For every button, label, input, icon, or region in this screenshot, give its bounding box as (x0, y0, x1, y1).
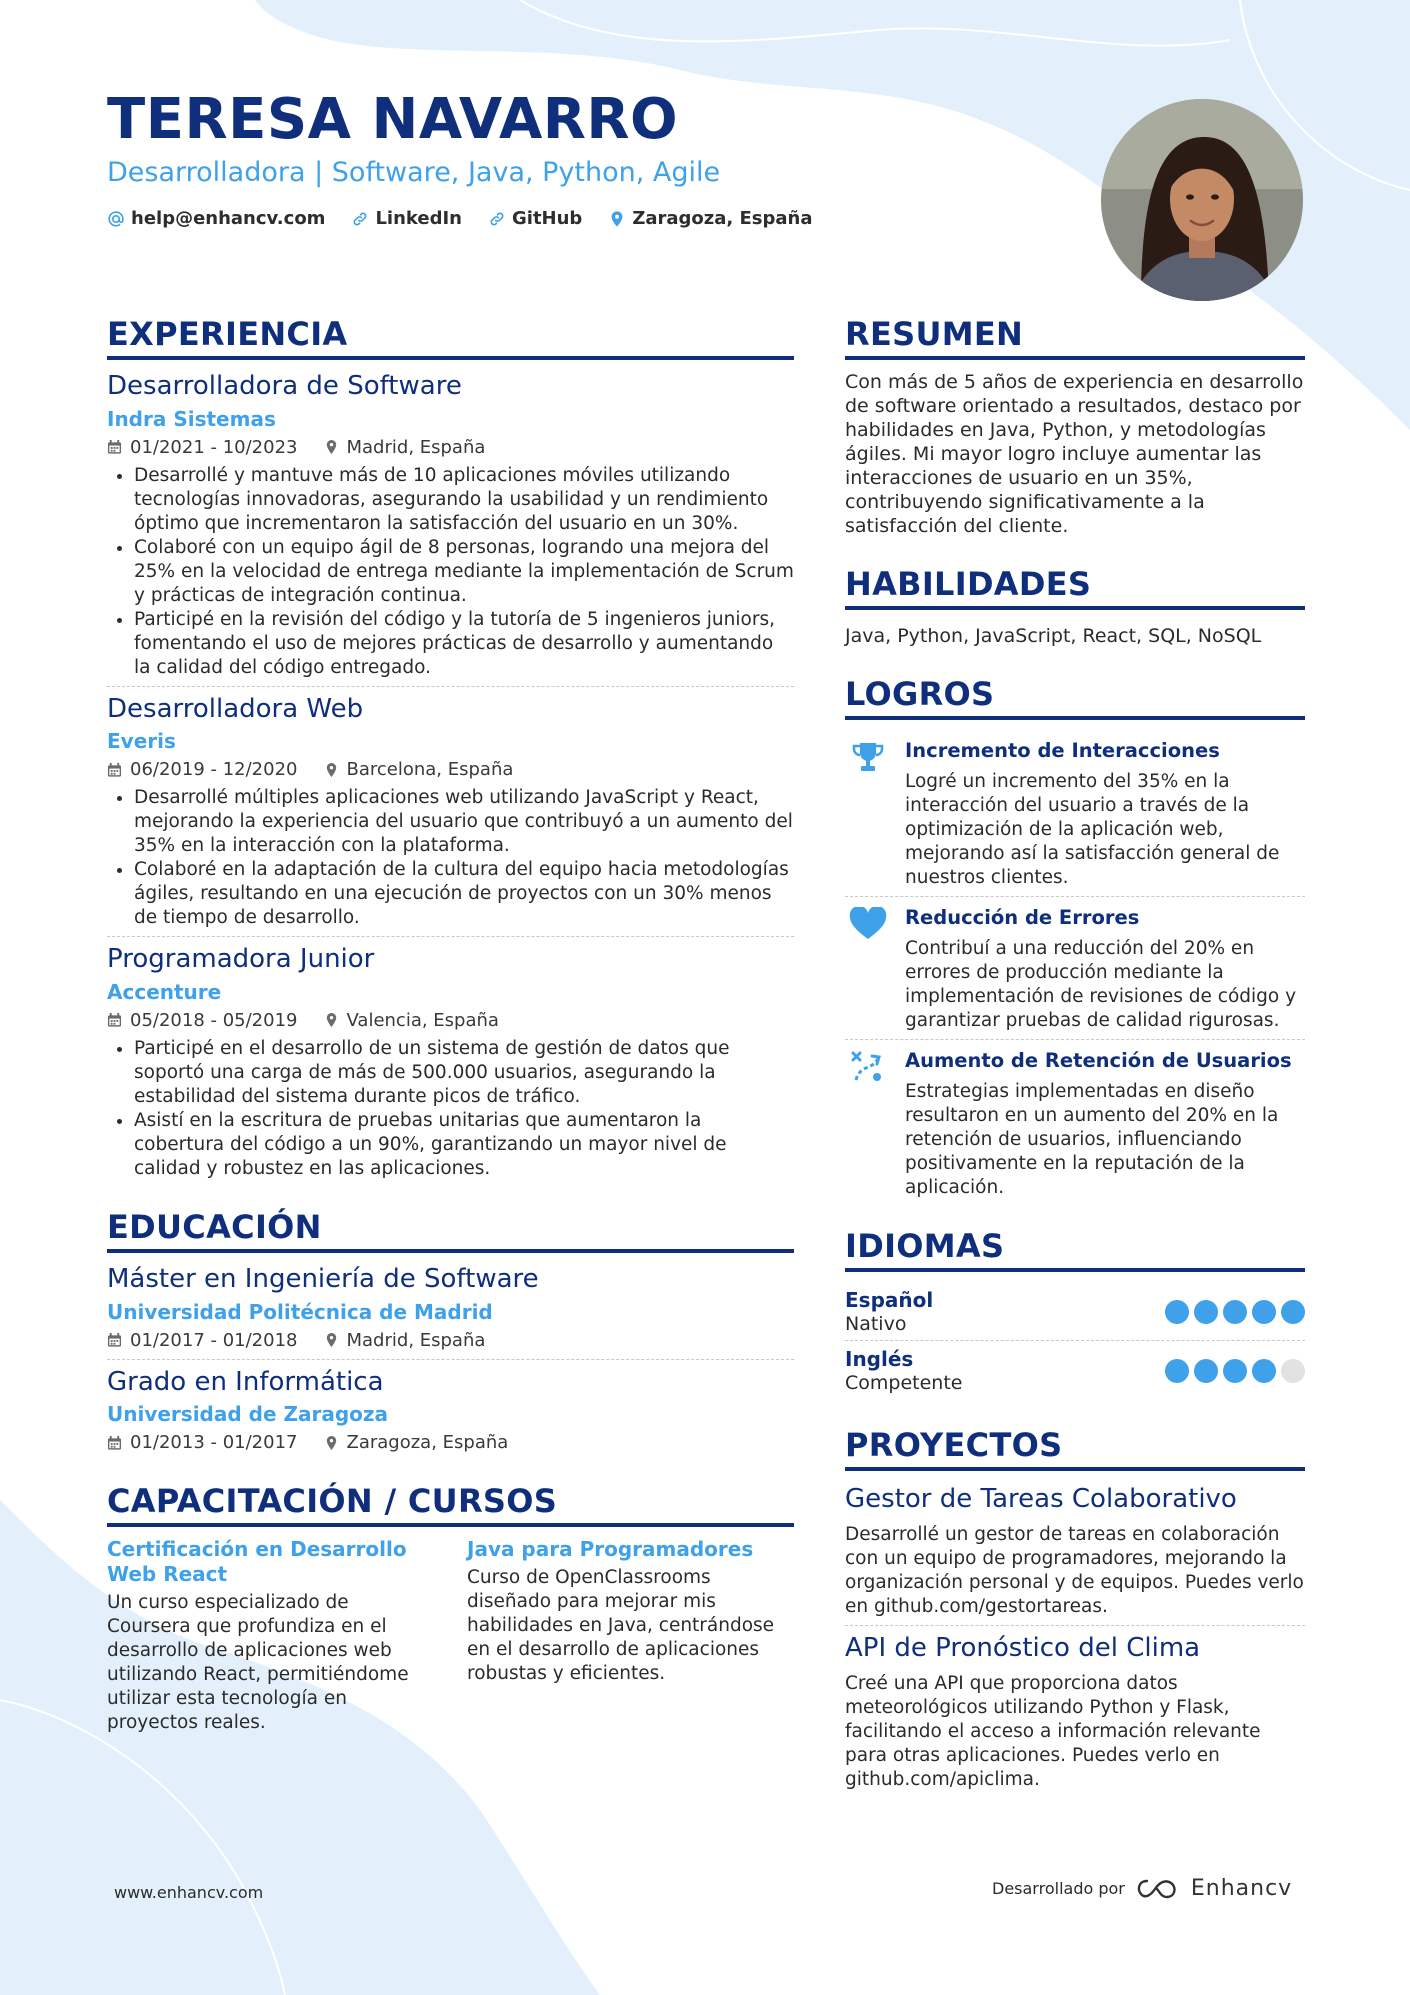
education-dates: 01/2017 - 01/2018 (130, 1329, 298, 1351)
job-company: Indra Sistemas (107, 406, 276, 431)
job-role: Desarrolladora de Software (107, 371, 462, 401)
job-bullet: • Asistí en la escritura de pruebas unitarias que aumentaron la cobertura del código a un 90%, garantizando un mayor nivel de calidad y robustez en las aplicaciones. (134, 1109, 794, 1181)
job-bullet: • Colaboré en la adaptación de la cultura del equipo hacia metodologías ágiles, resultando en una ejecución de proyectos con un 30% menos de tiempo de desarrollo. (134, 858, 794, 930)
language-item (845, 1340, 1305, 1399)
location-pin-icon (324, 1332, 339, 1348)
project-description: Desarrollé un gestor de tareas en colaboración con un equipo de programadores, mejorando la organización personal y de equipos. Puedes verlo en github.com/gestortareas. (845, 1524, 1304, 1617)
rating-dot (1281, 1300, 1305, 1324)
candidate-subtitle: Desarrolladora | Software, Java, Python, Agile (107, 157, 721, 188)
achievements-title: LOGROS (845, 678, 1305, 720)
summary-text: Con más de 5 años de experiencia en desarrollo de software orientado a resultados, destaco por habilidades en Java, Python, y metodologías ágiles. Mi mayor logro incluye aumentar las interacciones de usuario en un 35%, contribuyendo significativamente a la satisfacción del cliente. (845, 371, 1304, 537)
job-dates: 06/2019 - 12/2020 (130, 759, 298, 781)
contact-location-label: Zaragoza, España (632, 208, 813, 229)
rating-dot (1194, 1300, 1218, 1324)
language-item (845, 1282, 1305, 1340)
achievement-title: Aumento de Retención de Usuarios (905, 1049, 1292, 1072)
achievement-title: Reducción de Errores (905, 906, 1140, 929)
education-dates: 01/2013 - 01/2017 (130, 1432, 298, 1454)
footer-website[interactable]: www.enhancv.com (114, 1883, 264, 1902)
achievement-description: Contribuí a una reducción del 20% en errores de producción mediante la implementación de revisiones de código y garantizar pruebas de calidad rigurosas. (905, 938, 1297, 1031)
job-bullet: • Participé en el desarrollo de un sistema de gestión de datos que soportó una carga de más de 500.000 usuarios, asegurando la estabilidad del sistema durante picos de tráfico. (134, 1037, 794, 1109)
language-name: Inglés (845, 1347, 914, 1371)
achievement-description: Logré un incremento del 35% en la interacción del usuario a través de la optimización de la aplicación web, mejorando así la satisfacción general de nuestros clientes. (905, 771, 1280, 888)
job-meta (107, 435, 794, 460)
calendar-icon (107, 762, 122, 778)
contact-email-label: help@enhancv.com (131, 208, 326, 229)
summary-section (845, 315, 1305, 538)
profile-photo (1101, 99, 1303, 301)
summary-title: RESUMEN (845, 318, 1305, 360)
languages-section (845, 1227, 1305, 1399)
link-icon (351, 210, 369, 228)
contact-linkedin-label: LinkedIn (375, 208, 462, 229)
achievement-item (845, 730, 1305, 896)
skills-text: Java, Python, JavaScript, React, SQL, NoSQL (845, 625, 1262, 647)
achievement-item (845, 896, 1305, 1039)
education-meta (107, 1430, 794, 1455)
achievements-section (845, 675, 1305, 1206)
experience-entry (107, 936, 794, 1187)
education-section (107, 1208, 794, 1461)
projects-section (845, 1426, 1305, 1798)
course-description: Curso de OpenClassrooms diseñado para mejorar mis habilidades en Java, centrándose en el desarrollo de aplicaciones robustas y eficientes. (467, 1567, 775, 1685)
footer-branding (992, 1876, 1292, 1901)
job-bullet: • Colaboré con un equipo ágil de 8 personas, logrando una mejora del 25% en la velocidad de entrega mediante la implementación de Scrum y prácticas de integración continua. (134, 536, 794, 608)
experience-entry (107, 686, 794, 937)
courses-title: CAPACITACIÓN / CURSOS (107, 1485, 794, 1527)
location-pin-icon (324, 1435, 339, 1451)
experience-title: EXPERIENCIA (107, 318, 794, 360)
projects-title: PROYECTOS (845, 1429, 1305, 1471)
job-bullet: • Participé en la revisión del código y la tutoría de 5 ingenieros juniors, fomentando el uso de mejores prácticas de desarrollo y aumentando la calidad del código entregado. (134, 608, 794, 680)
job-company: Accenture (107, 979, 222, 1004)
education-entry (107, 1263, 794, 1359)
job-role: Desarrolladora Web (107, 693, 364, 724)
footer-brand: Enhancv (1190, 1876, 1293, 1901)
achievement-title: Incremento de Interacciones (905, 739, 1220, 762)
project-title: API de Pronóstico del Clima (845, 1633, 1201, 1663)
calendar-icon (107, 439, 122, 455)
at-icon (107, 210, 125, 228)
education-school: Universidad de Zaragoza (107, 1402, 389, 1427)
skills-title: HABILIDADES (845, 568, 1305, 610)
education-school: Universidad Politécnica de Madrid (107, 1299, 493, 1324)
location-pin-icon (324, 762, 339, 778)
job-meta (107, 1008, 794, 1033)
experience-section (107, 315, 794, 1187)
candidate-name: TERESA NAVARRO (107, 87, 679, 152)
education-entry (107, 1359, 794, 1462)
language-level: Competente (845, 1372, 963, 1394)
contact-location (608, 208, 812, 229)
contact-list (107, 208, 813, 229)
project-description: Creé una API que proporciona datos meteorológicos utilizando Python y Flask, facilitando el acceso a información relevante para otras aplicaciones. Puedes verlo en github.com/apiclima. (845, 1673, 1261, 1790)
job-meta (107, 757, 794, 782)
skills-section (845, 565, 1305, 648)
course-item (107, 1537, 433, 1735)
education-title: EDUCACIÓN (107, 1211, 794, 1253)
footer-powered-by: Desarrollado por (992, 1879, 1125, 1898)
job-role: Programadora Junior (107, 944, 375, 975)
language-level: Nativo (845, 1313, 907, 1335)
job-dates: 05/2018 - 05/2019 (130, 1009, 298, 1031)
course-description: Un curso especializado de Coursera que profundiza en el desarrollo de aplicaciones web utilizando React, permitiéndome utilizar esta tecnología en proyectos reales. (107, 1592, 409, 1734)
right-column (845, 315, 1305, 1798)
rating-dot (1281, 1359, 1305, 1383)
project-item (845, 1481, 1305, 1625)
calendar-icon (107, 1012, 122, 1028)
education-location: Zaragoza, España (346, 1432, 509, 1454)
job-company: Everis (107, 729, 176, 754)
course-title: Certificación en Desarrollo Web React (107, 1537, 407, 1587)
education-degree: Máster en Ingeniería de Software (107, 1264, 539, 1295)
strategy-icon (850, 1050, 886, 1084)
job-location: Valencia, España (346, 1009, 499, 1031)
languages-title: IDIOMAS (845, 1230, 1305, 1272)
language-rating (1165, 1300, 1305, 1324)
project-item (845, 1625, 1305, 1798)
trophy-icon (851, 740, 885, 774)
rating-dot (1223, 1300, 1247, 1324)
job-bullets (107, 786, 794, 930)
experience-entry (107, 370, 794, 686)
course-title: Java para Programadores (467, 1537, 754, 1562)
education-location: Madrid, España (346, 1329, 486, 1351)
enhancv-logo-icon (1135, 1877, 1181, 1901)
contact-linkedin[interactable] (351, 208, 462, 229)
rating-dot (1165, 1300, 1189, 1324)
rating-dot (1194, 1359, 1218, 1383)
education-meta (107, 1328, 794, 1353)
job-bullet: • Desarrollé y mantuve más de 10 aplicaciones móviles utilizando tecnologías innovadoras, asegurando la usabilidad y un rendimiento óptimo que incrementaron la satisfacción del usuario en un 30%. (134, 464, 794, 536)
achievement-item (845, 1039, 1305, 1206)
calendar-icon (107, 1332, 122, 1348)
calendar-icon (107, 1435, 122, 1451)
job-location: Barcelona, España (346, 759, 514, 781)
rating-dot (1223, 1359, 1247, 1383)
job-location: Madrid, España (346, 436, 486, 458)
contact-github[interactable] (488, 208, 582, 229)
contact-github-label: GitHub (512, 208, 583, 229)
location-pin-icon (608, 210, 626, 228)
language-rating (1165, 1359, 1305, 1383)
courses-section (107, 1482, 794, 1735)
location-pin-icon (324, 439, 339, 455)
education-degree: Grado en Informática (107, 1366, 384, 1397)
contact-email[interactable] (107, 208, 325, 229)
course-item (467, 1537, 793, 1735)
rating-dot (1165, 1359, 1189, 1383)
course-list (107, 1537, 794, 1735)
heart-icon (849, 907, 887, 941)
rating-dot (1252, 1359, 1276, 1383)
job-bullets (107, 1037, 794, 1181)
link-icon (488, 210, 506, 228)
job-dates: 01/2021 - 10/2023 (130, 436, 298, 458)
left-column (107, 315, 794, 1735)
rating-dot (1252, 1300, 1276, 1324)
language-name: Español (845, 1288, 934, 1312)
project-title: Gestor de Tareas Colaborativo (845, 1484, 1237, 1514)
achievement-description: Estrategias implementadas en diseño resultaron en un aumento del 20% en la retención de usuarios, influenciando positivamente en la reputación de la aplicación. (905, 1081, 1279, 1198)
job-bullets (107, 464, 794, 680)
location-pin-icon (324, 1012, 339, 1028)
job-bullet: • Desarrollé múltiples aplicaciones web utilizando JavaScript y React, mejorando la experiencia del usuario que contribuyó a un aumento del 35% en la interacción con la plataforma. (134, 786, 794, 858)
